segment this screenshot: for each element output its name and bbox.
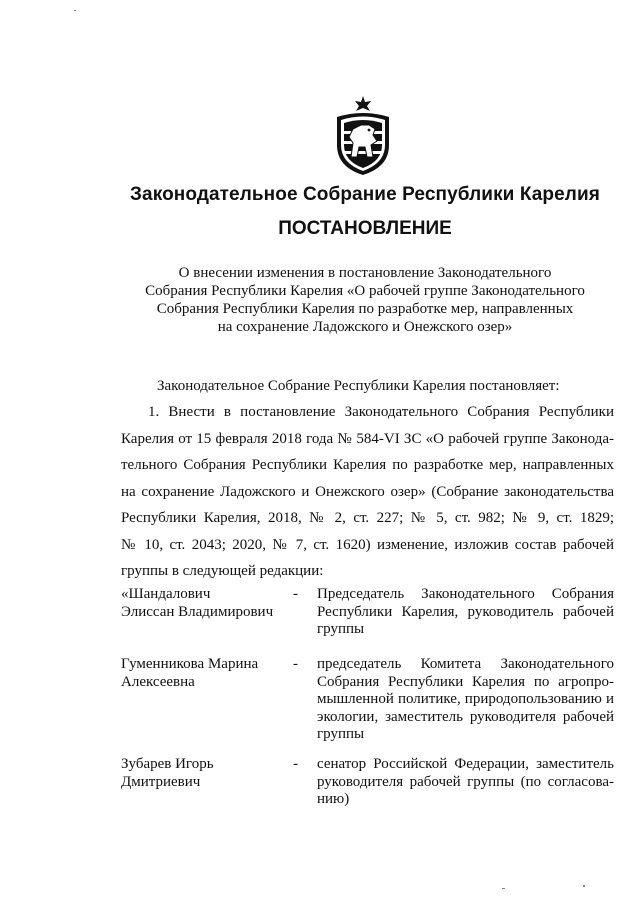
resolution-intro: Законодательное Собрание Республики Карелия постановляет: — [157, 378, 560, 394]
paragraph-line: Республики Карелия, 2018, № 2, ст. 227; № 5, ст. 982; № 9, ст. 1829; — [121, 510, 614, 526]
document-subject — [130, 264, 600, 336]
paragraph-line: на сохранение Ладожского и Онежского озер» (Собрание законодательства — [121, 483, 614, 500]
member-role: сенатор Российской Федерации, заместитель руководителя рабочей группы (по согласова- нию) — [317, 756, 614, 807]
resolution-paragraph-1 — [121, 399, 614, 585]
member-name: Зубарев Игорь Дмитриевич — [121, 756, 214, 790]
subject-line: Собрания Республики Карелия «О рабочей группе Законодательного — [145, 283, 585, 299]
coat-of-arms-icon — [331, 95, 395, 177]
scan-speck — [502, 888, 505, 889]
scan-speck — [74, 10, 76, 11]
scan-speck — [583, 885, 585, 887]
member-dash: - — [293, 656, 298, 672]
member-name: Гуменникова Марина Алексеевна — [121, 656, 259, 690]
member-dash: - — [293, 756, 298, 772]
member-role: Председатель Законодательного Собрания Республики Карелия, руководитель рабочей группы — [317, 586, 614, 637]
paragraph-line: группы в следующей редакции: — [121, 563, 324, 579]
member-name: «Шандалович Элиссан Владимирович — [121, 586, 274, 620]
subject-line: Собрания Республики Карелия по разработке мер, направленных — [156, 301, 574, 317]
subject-line: О внесении изменения в постановление Законодательного — [178, 265, 552, 281]
subject-line: на сохранение Ладожского и Онежского озер» — [217, 319, 513, 335]
member-role: председатель Комитета Законодательного Собрания Республики Карелия по агропро- мышленной политике, природопользованию и экологии, заместитель руководителя рабочей группы — [317, 656, 614, 742]
document-type-heading: ПОСТАНОВЛЕНИЕ — [278, 218, 452, 239]
paragraph-line: тельного Собрания Республики Карелия по разработке мер, направленных — [121, 457, 614, 473]
member-dash: - — [293, 586, 298, 602]
organization-title: Законодательное Собрание Республики Карелия — [130, 184, 600, 205]
paragraph-line: 1. Внести в постановление Законодательного Собрания Республики — [148, 404, 614, 420]
paragraph-line: № 10, ст. 2043; 2020, № 7, ст. 1620) изменение, изложив состав рабочей — [121, 536, 614, 553]
paragraph-line: Карелия от 15 февраля 2018 года № 584-VI ЗС «О рабочей группе Законода- — [121, 430, 614, 447]
